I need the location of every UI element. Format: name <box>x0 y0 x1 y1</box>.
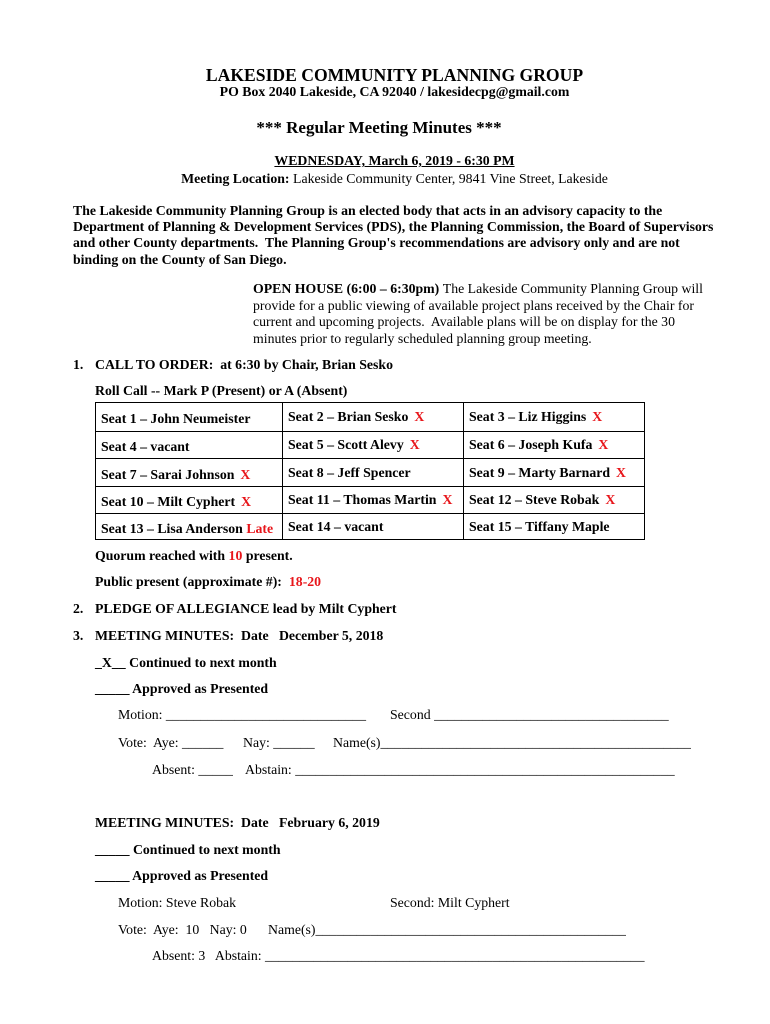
present-mark: X <box>409 437 420 452</box>
seat-cell <box>283 432 464 459</box>
seat-cell <box>464 459 645 487</box>
minutes-approved-feb: _____ Approved as Presented <box>95 868 269 883</box>
roll-call-row <box>96 487 645 514</box>
minutes-type-heading: *** Regular Meeting Minutes *** <box>256 118 502 137</box>
minutes-vote-nay-dec: Nay: ______ <box>243 735 315 750</box>
minutes-vote-feb: Vote: Aye: 10 Nay: 0 <box>118 922 247 937</box>
pledge-of-allegiance: PLEDGE OF ALLEGIANCE lead by Milt Cyphert <box>95 601 397 616</box>
minutes-absent-dec: Absent: _____ <box>152 762 233 777</box>
seat-label: Seat 7 – Sarai Johnson <box>101 466 235 482</box>
present-mark: X <box>605 492 616 507</box>
roll-call-table <box>95 402 645 540</box>
minutes-continued-dec: _X__ Continued to next month <box>95 655 277 670</box>
seat-cell <box>464 403 645 432</box>
intro-line: The Lakeside Community Planning Group is an elected body that acts in an advisory capacity to the <box>73 203 663 218</box>
present-mark: X <box>240 466 251 482</box>
present-mark: X <box>598 437 609 452</box>
open-house-line: provide for a public viewing of available project plans received by the Chair for <box>253 298 694 313</box>
minutes-approved-dec: _____ Approved as Presented <box>95 681 269 696</box>
meeting-location-label: Meeting Location: <box>181 171 290 186</box>
present-mark: X <box>414 409 425 424</box>
seat-label: Seat 4 – vacant <box>101 439 190 454</box>
seat-cell <box>96 403 283 432</box>
seat-label: Seat 2 – Brian Sesko <box>288 409 409 424</box>
present-mark: X <box>241 494 252 509</box>
minutes-vote-aye-dec: Vote: Aye: ______ <box>118 735 224 750</box>
seat-label: Seat 9 – Marty Barnard <box>469 464 611 480</box>
public-present-line <box>95 574 321 590</box>
quorum-suffix: present. <box>245 548 293 563</box>
minutes-absent-abstain-feb: Absent: 3 Abstain: _______________________________________________________ <box>152 948 645 963</box>
call-to-order: CALL TO ORDER: at 6:30 by Chair, Brian Sesko <box>95 357 393 372</box>
late-mark: Late <box>246 520 274 536</box>
minutes-names-feb: Name(s)_____________________________________________ <box>268 922 626 937</box>
meeting-location-value: Lakeside Community Center, 9841 Vine Street, Lakeside <box>293 171 608 186</box>
seat-cell <box>283 459 464 487</box>
seat-label: Seat 10 – Milt Cyphert <box>101 494 236 509</box>
roll-call-row <box>96 459 645 487</box>
intro-line: binding on the County of San Diego. <box>73 252 287 267</box>
seat-label: Seat 13 – Lisa Anderson <box>101 520 243 536</box>
meeting-date: WEDNESDAY, March 6, 2019 - 6:30 PM <box>274 153 515 168</box>
minutes-second-feb: Second: Milt Cyphert <box>390 895 510 910</box>
minutes-motion-dec: Motion: _____________________________ <box>118 707 366 722</box>
seat-label: Seat 12 – Steve Robak <box>469 492 600 507</box>
seat-cell <box>283 403 464 432</box>
minutes-abstain-dec: Abstain: _______________________________________________________ <box>245 762 675 777</box>
open-house-line: minutes prior to regularly scheduled planning group meeting. <box>253 331 592 346</box>
seat-cell <box>96 487 283 514</box>
public-present-label: Public present (approximate #): <box>95 574 282 589</box>
intro-line: Department of Planning & Development Services (PDS), the Planning Commission, the Board of Supervisors <box>73 219 714 234</box>
seat-cell <box>96 514 283 540</box>
open-house-label: OPEN HOUSE (6:00 – 6:30pm) <box>253 281 440 296</box>
minutes-continued-feb: _____ Continued to next month <box>95 842 281 857</box>
present-mark: X <box>616 464 626 480</box>
minutes-second-dec: Second __________________________________ <box>390 707 669 722</box>
seat-cell <box>96 459 283 487</box>
seat-cell <box>464 432 645 459</box>
seat-cell <box>96 432 283 459</box>
seat-label: Seat 8 – Jeff Spencer <box>288 464 411 480</box>
minutes-heading-feb: MEETING MINUTES: Date February 6, 2019 <box>95 815 380 830</box>
roll-call-row <box>96 432 645 459</box>
meeting-location <box>19 171 770 187</box>
seat-cell <box>283 514 464 540</box>
open-house-text: The Lakeside Community Planning Group will <box>442 281 703 296</box>
minutes-motion-feb: Motion: Steve Robak <box>118 895 237 910</box>
quorum-count: 10 <box>228 548 243 563</box>
minutes-names-dec: Name(s)_____________________________________________ <box>333 735 691 750</box>
intro-line: and other County departments. The Planning Group's recommendations are advisory only and are not <box>73 235 680 250</box>
quorum-prefix: Quorum reached with <box>95 548 226 563</box>
seat-cell <box>464 487 645 514</box>
minutes-heading-dec: MEETING MINUTES: Date December 5, 2018 <box>95 628 384 643</box>
seat-cell <box>283 487 464 514</box>
seat-label: Seat 11 – Thomas Martin <box>288 492 437 507</box>
quorum-line <box>95 548 293 564</box>
seat-label: Seat 3 – Liz Higgins <box>469 409 587 424</box>
open-house-line <box>253 281 703 297</box>
roll-call-row <box>96 514 645 540</box>
open-house-line: current and upcoming projects. Available plans will be on display for the 30 <box>253 314 675 329</box>
org-title: LAKESIDE COMMUNITY PLANNING GROUP <box>205 65 584 85</box>
roll-call-row <box>96 403 645 432</box>
seat-label: Seat 15 – Tiffany Maple <box>469 518 610 534</box>
seat-label: Seat 14 – vacant <box>288 518 384 534</box>
seat-label: Seat 5 – Scott Alevy <box>288 437 404 452</box>
public-present-value: 18-20 <box>288 574 322 589</box>
seat-cell <box>464 514 645 540</box>
present-mark: X <box>592 409 603 424</box>
present-mark: X <box>442 492 453 507</box>
seat-label: Seat 6 – Joseph Kufa <box>469 437 593 452</box>
item-number: 3. <box>73 628 84 643</box>
roll-call-title: Roll Call -- Mark P (Present) or A (Absent) <box>95 383 348 398</box>
item-number: 1. <box>73 357 84 372</box>
org-address: PO Box 2040 Lakeside, CA 92040 / lakesidecpg@gmail.com <box>219 84 570 99</box>
item-number: 2. <box>73 601 84 616</box>
seat-label: Seat 1 – John Neumeister <box>101 411 251 426</box>
